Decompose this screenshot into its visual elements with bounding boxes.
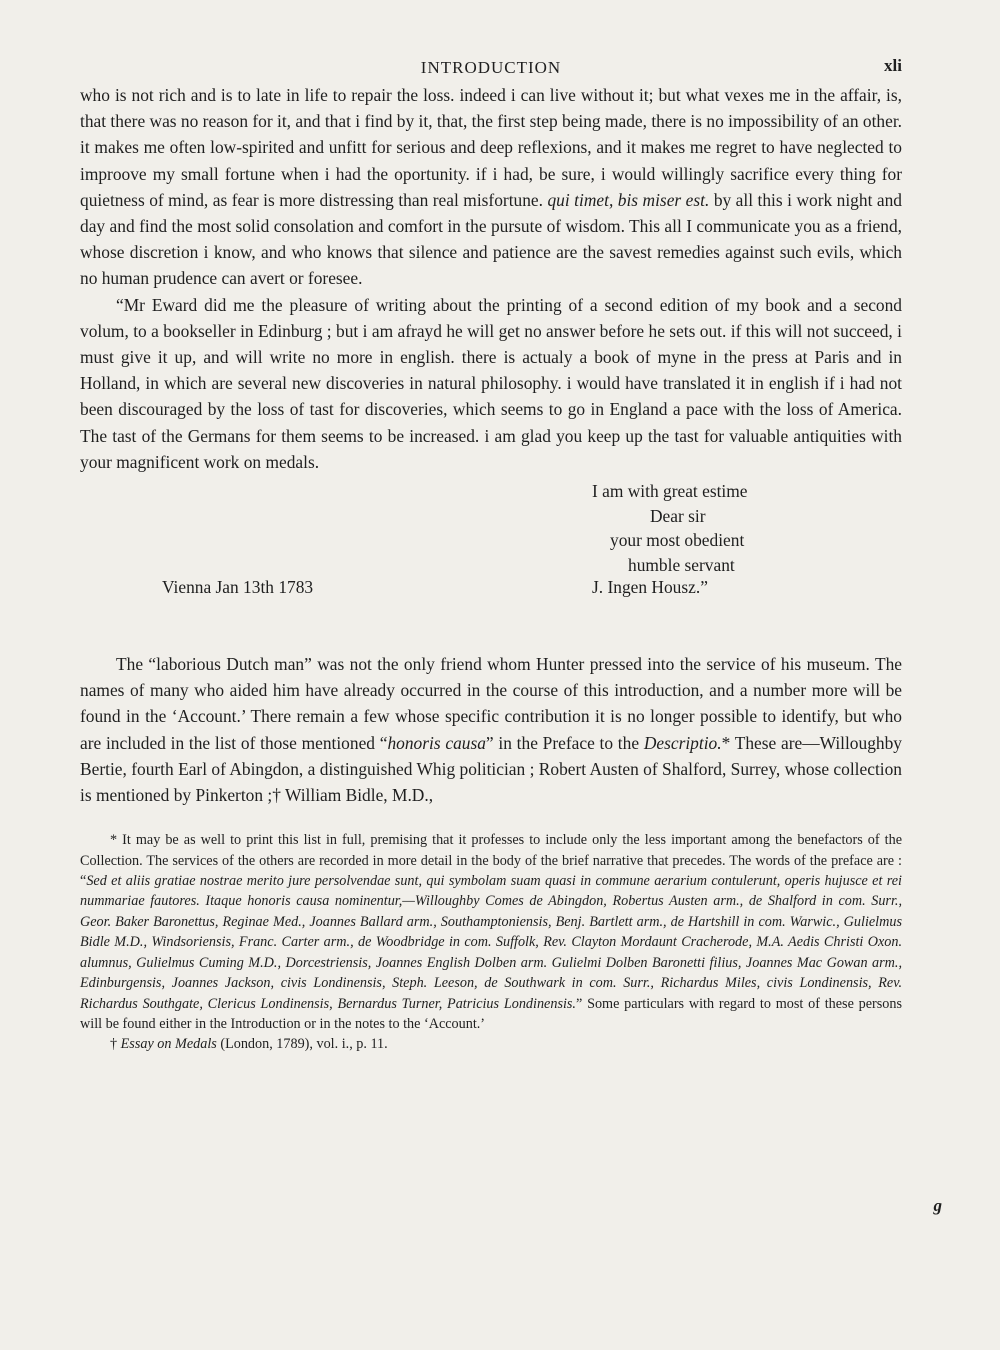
footnotes [80, 830, 902, 1054]
page [80, 50, 902, 1055]
letter-p1-end: by all this i work night and day and find the most solid consolation and comfort in the pursute of wisdom. This all I communicate you as a friend, whose discretion i know, and who knows that silence and patience are the savest remedies against such evils, which no human prudence can avert or foresee. [80, 189, 902, 289]
fn1-a: * It may be as well to print this list in full, premising that it professes to include only the less important among the benefactors of the Collection. The services of the others are recorded in more detail in the body of the brief narrative that precedes. The words of the preface are : “ [80, 832, 902, 890]
fn1-latin: Sed et aliis gratiae nostrae merito jure persolvendae sunt, qui symbolam suam quasi in commune aerarium contulerunt, operis hujusce et rei nummariae fautores. Itaque honoris causa nominentur,—Willoughby Comes de Abingdon, Robertus Austen arm., de Shalford in com. Surr., Geor. Baker Baronettus, Reginae Med., Joannes Ballard arm., Southamptoniensis, Benj. Bartlett arm., de Hartshill in com. Warwic., Gulielmus Bidle M.D., Windsoriensis, Franc. Carter arm., de Woodbridge in com. Suffolk, Rev. Clayton Mordaunt Cracherode, M.A. Aedis Christi Oxon. alumnus, Gulielmus Cuming M.D., Dorcestriensis, Joannes English Dolben arm. Gulielmi Dolben Baronetti filius, Joannes Mac Gowan arm., Edinburgensis, Joannes Jackson, civis Londinensis, Steph. Leeson, de Southwark in com. Surr., Richardus Miles, civis Londinensis, Rev. Richardus Southgate, Clericus Londinensis, Bernardus Turner, Patricius Londinensis. [80, 873, 902, 1012]
main-paragraph [80, 651, 902, 808]
closing-line-2: Dear sir [650, 505, 706, 526]
footnote-2 [80, 1034, 902, 1054]
letter-paragraph-1 [80, 82, 902, 292]
footnote-1 [80, 830, 902, 1034]
letter-closing [592, 479, 902, 577]
page-header [80, 50, 902, 82]
closing-line-3: your most obedient [610, 530, 745, 551]
signature-mark: g [933, 1196, 942, 1215]
running-head: INTRODUCTION [420, 58, 562, 77]
signature: J. Ingen Housz.” [592, 577, 708, 598]
honoris-causa: honoris causa [387, 732, 486, 753]
fn2-rest: (London, 1789), vol. i., p. 11. [216, 1036, 388, 1053]
descriptio-title: Descriptio. [643, 732, 722, 753]
page-number: xli [884, 56, 902, 75]
letter-p1: who is not rich and is to late in life to repair the loss. indeed i can live without it; but what vexes me in the affair, is, that there was no reason for it, and that i find by it, that, the first step being made, there is no impossibility of an other. it makes me often low-spirited and unfitt for serious and deep reflexions, and it makes me regret to have neglected to improove my small fortune when i had the oportunity. if i had, be sure, i would willingly sacrifice every thing for quietness of mind, as fear is more distressing than real misfortune. [80, 85, 903, 210]
main-p3-b: ” in the Preface to the [485, 732, 644, 753]
main-p3-c: * These are—Willoughby Bertie, fourth Earl of Abingdon, a distinguished Whig politician ; Robert Austen of Shalford, Surrey, whose collection is mentioned by Pinkerton ;† William Bidle, M.D., [80, 732, 902, 806]
place-date: Vienna Jan 13th 1783 [162, 577, 314, 598]
closing-line-4: humble servant [628, 554, 735, 575]
letter-text [80, 82, 902, 475]
fn2-mark: † [110, 1036, 121, 1053]
main-text [80, 651, 902, 808]
main-p3-a: The “laborious Dutch man” was not the only friend whom Hunter pressed into the service of his museum. The names of many who aided him have already occurred in the course of this introduction, and a number more will be found in the ‘Account.’ There remain a few whose specific contribution it is no longer possible to identify, but who are included in the list of those mentioned “ [80, 654, 902, 753]
letter-paragraph-2: “Mr Eward did me the pleasure of writing about the printing of a second edition of my book and a second volum, to a bookseller in Edinburg ; but i am afrayd he will get no answer before he sets out. if this will not succeed, i must give it up, and will write no more in english. there is actualy a book of myne in the press at Paris and in Holland, in which are several new discoveries in natural philosophy. i would have translated it in english if i had not been discouraged by the loss of tast for discoveries, which seems to go in England a pace with the loss of America. The tast of the Germans for them seems to be increased. i am glad you keep up the tast for valuable antiquities with your magnificent work on medals. [80, 294, 902, 472]
closing-line-1: I am with great estime [592, 481, 748, 502]
fn2-title: Essay on Medals [120, 1036, 217, 1053]
latin-quote: qui timet, bis miser est. [547, 189, 710, 210]
signature-row [80, 577, 902, 603]
fn1-b: ” Some particulars with regard to most of these persons will be found either in the Introduction or in the notes to the ‘Account.’ [80, 995, 903, 1032]
